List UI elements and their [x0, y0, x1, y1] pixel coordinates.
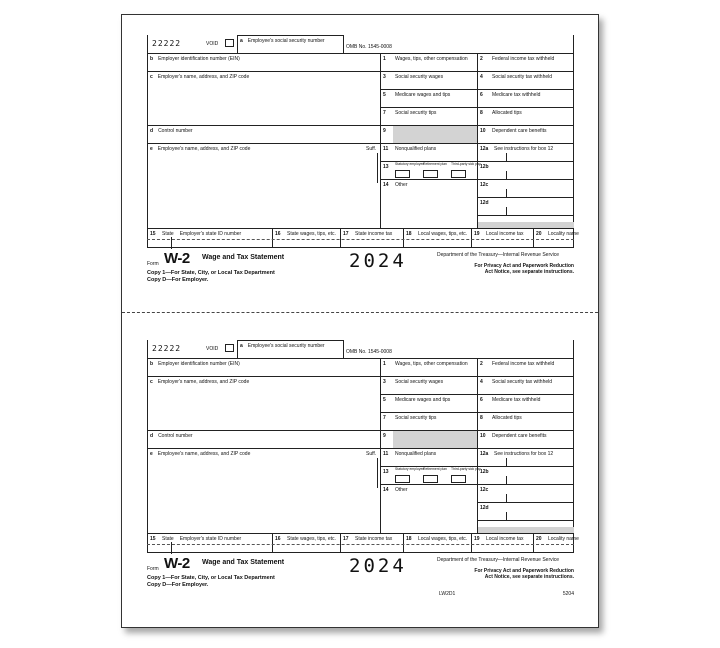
privacy-notice-1: For Privacy Act and Paperwork Reduction	[474, 263, 574, 269]
box-b[interactable]: b Employer identification number (EIN)	[147, 53, 380, 71]
box-8[interactable]: 8 Allocated tips	[477, 107, 574, 125]
box-a[interactable]: a Employee's social security number	[237, 340, 343, 358]
suffix-label: Suff.	[366, 451, 377, 457]
box-18[interactable]: 18 Local wages, tips, etc.	[403, 228, 471, 248]
box-3[interactable]: 3 Social security wages	[380, 71, 477, 89]
box-a[interactable]: a Employee's social security number	[237, 35, 343, 53]
box-13: 13 Statutory employee Retirement plan Third-party sick pay	[380, 161, 477, 179]
box-10[interactable]: 10 Dependent care benefits	[477, 125, 574, 143]
form-word: Form	[147, 566, 159, 572]
control-code-box	[147, 340, 237, 358]
box-6[interactable]: 6 Medicare tax withheld	[477, 394, 574, 412]
thirdparty-checkbox[interactable]	[451, 170, 466, 178]
w2-form-bottom	[147, 340, 579, 608]
thirdparty-checkbox[interactable]	[451, 475, 466, 483]
box-1[interactable]: 1 Wages, tips, other compensation	[380, 358, 477, 376]
box-12-shaded	[477, 520, 574, 533]
box-11[interactable]: 11 Nonqualified plans	[380, 448, 477, 466]
privacy-notice-2: Act Notice, see separate instructions.	[484, 269, 574, 275]
box-2[interactable]: 2 Federal income tax withheld	[477, 358, 574, 376]
box-9: 9	[380, 430, 477, 448]
box-6[interactable]: 6 Medicare tax withheld	[477, 89, 574, 107]
control-code: 22222	[152, 39, 182, 48]
copy-1-label: Copy 1—For State, City, or Local Tax Department	[147, 270, 275, 276]
form-name: W-2	[164, 555, 190, 572]
box-20[interactable]: 20 Locality name	[533, 533, 574, 553]
box-16[interactable]: 16 State wages, tips, etc.	[272, 228, 340, 248]
box-19[interactable]: 19 Local income tax	[471, 228, 533, 248]
form-grid	[147, 35, 579, 248]
box-12b[interactable]: 12b	[477, 161, 574, 179]
omb-number: OMB No. 1545-0008	[346, 349, 392, 355]
suffix-label: Suff.	[366, 146, 377, 152]
box-12a[interactable]: 12a See instructions for box 12	[477, 448, 574, 466]
box-1[interactable]: 1 Wages, tips, other compensation	[380, 53, 477, 71]
void-checkbox[interactable]	[225, 39, 234, 47]
box-12a[interactable]: 12a See instructions for box 12	[477, 143, 574, 161]
box-20[interactable]: 20 Locality name	[533, 228, 574, 248]
irs-dept: Department of the Treasury—Internal Revenue Service	[437, 252, 560, 258]
box-12d[interactable]: 12d	[477, 502, 574, 520]
control-code-box	[147, 35, 237, 53]
box-3[interactable]: 3 Social security wages	[380, 376, 477, 394]
retirement-checkbox[interactable]	[423, 475, 438, 483]
retirement-label: Retirement plan	[423, 467, 447, 471]
thirdparty-label: Third-party sick pay	[451, 162, 481, 166]
box-7[interactable]: 7 Social security tips	[380, 412, 477, 430]
box-12b[interactable]: 12b	[477, 466, 574, 484]
form-number: 5204	[562, 591, 574, 597]
box-13: 13 Statutory employee Retirement plan Third-party sick pay	[380, 466, 477, 484]
form-name: W-2	[164, 250, 190, 267]
box-c[interactable]: c Employer's name, address, and ZIP code	[147, 376, 380, 430]
omb-area	[343, 340, 574, 358]
form-title: Wage and Tax Statement	[202, 254, 285, 261]
box-d[interactable]: d Control number	[147, 125, 380, 143]
form-word: Form	[147, 261, 159, 267]
box-e[interactable]: e Employee's name, address, and ZIP code Suff.	[147, 448, 380, 533]
box-18[interactable]: 18 Local wages, tips, etc.	[403, 533, 471, 553]
box-19[interactable]: 19 Local income tax	[471, 533, 533, 553]
statutory-label: Statutory employee	[395, 162, 425, 166]
box-9: 9	[380, 125, 477, 143]
copy-d-label: Copy D—For Employer.	[147, 582, 209, 588]
box-4[interactable]: 4 Social security tax withheld	[477, 376, 574, 394]
box-4[interactable]: 4 Social security tax withheld	[477, 71, 574, 89]
form-grid	[147, 340, 579, 553]
box-12d[interactable]: 12d	[477, 197, 574, 215]
void-checkbox[interactable]	[225, 344, 234, 352]
retirement-checkbox[interactable]	[423, 170, 438, 178]
box-14[interactable]: 14 Other	[380, 484, 477, 533]
w2-form-top	[147, 35, 579, 303]
privacy-notice-1: For Privacy Act and Paperwork Reduction	[474, 568, 574, 574]
statutory-checkbox[interactable]	[395, 170, 410, 178]
statutory-checkbox[interactable]	[395, 475, 410, 483]
void-label: VOID	[206, 41, 219, 47]
box-8[interactable]: 8 Allocated tips	[477, 412, 574, 430]
box-12c[interactable]: 12c	[477, 484, 574, 502]
tax-year: 2024	[349, 250, 407, 272]
box-5[interactable]: 5 Medicare wages and tips	[380, 394, 477, 412]
box-b[interactable]: b Employer identification number (EIN)	[147, 358, 380, 376]
box-15[interactable]: 15 State Employer's state ID number	[147, 533, 272, 553]
thirdparty-label: Third-party sick pay	[451, 467, 481, 471]
box-15[interactable]: 15 State Employer's state ID number	[147, 228, 272, 248]
control-code: 22222	[152, 344, 182, 353]
box-11[interactable]: 11 Nonqualified plans	[380, 143, 477, 161]
box-e[interactable]: e Employee's name, address, and ZIP code Suff.	[147, 143, 380, 228]
tax-year: 2024	[349, 555, 407, 577]
irs-dept: Department of the Treasury—Internal Revenue Service	[437, 557, 560, 563]
box-d[interactable]: d Control number	[147, 430, 380, 448]
statutory-label: Statutory employee	[395, 467, 425, 471]
perforation-line	[122, 312, 598, 313]
product-code: LW2D1	[439, 591, 456, 597]
retirement-label: Retirement plan	[423, 162, 447, 166]
void-label: VOID	[206, 346, 219, 352]
box-16[interactable]: 16 State wages, tips, etc.	[272, 533, 340, 553]
box-5[interactable]: 5 Medicare wages and tips	[380, 89, 477, 107]
copy-1-label: Copy 1—For State, City, or Local Tax Department	[147, 575, 275, 581]
form-title: Wage and Tax Statement	[202, 559, 285, 566]
omb-area	[343, 35, 574, 53]
box-17[interactable]: 17 State income tax	[340, 533, 403, 553]
privacy-notice-2: Act Notice, see separate instructions.	[484, 574, 574, 580]
box-7[interactable]: 7 Social security tips	[380, 107, 477, 125]
box-2[interactable]: 2 Federal income tax withheld	[477, 53, 574, 71]
box-17[interactable]: 17 State income tax	[340, 228, 403, 248]
omb-number: OMB No. 1545-0008	[346, 44, 392, 50]
w2-sheet	[121, 14, 599, 628]
copy-d-label: Copy D—For Employer.	[147, 277, 209, 283]
box-14[interactable]: 14 Other	[380, 179, 477, 228]
box-c[interactable]: c Employer's name, address, and ZIP code	[147, 71, 380, 125]
box-12c[interactable]: 12c	[477, 179, 574, 197]
box-10[interactable]: 10 Dependent care benefits	[477, 430, 574, 448]
box-12-shaded	[477, 215, 574, 228]
